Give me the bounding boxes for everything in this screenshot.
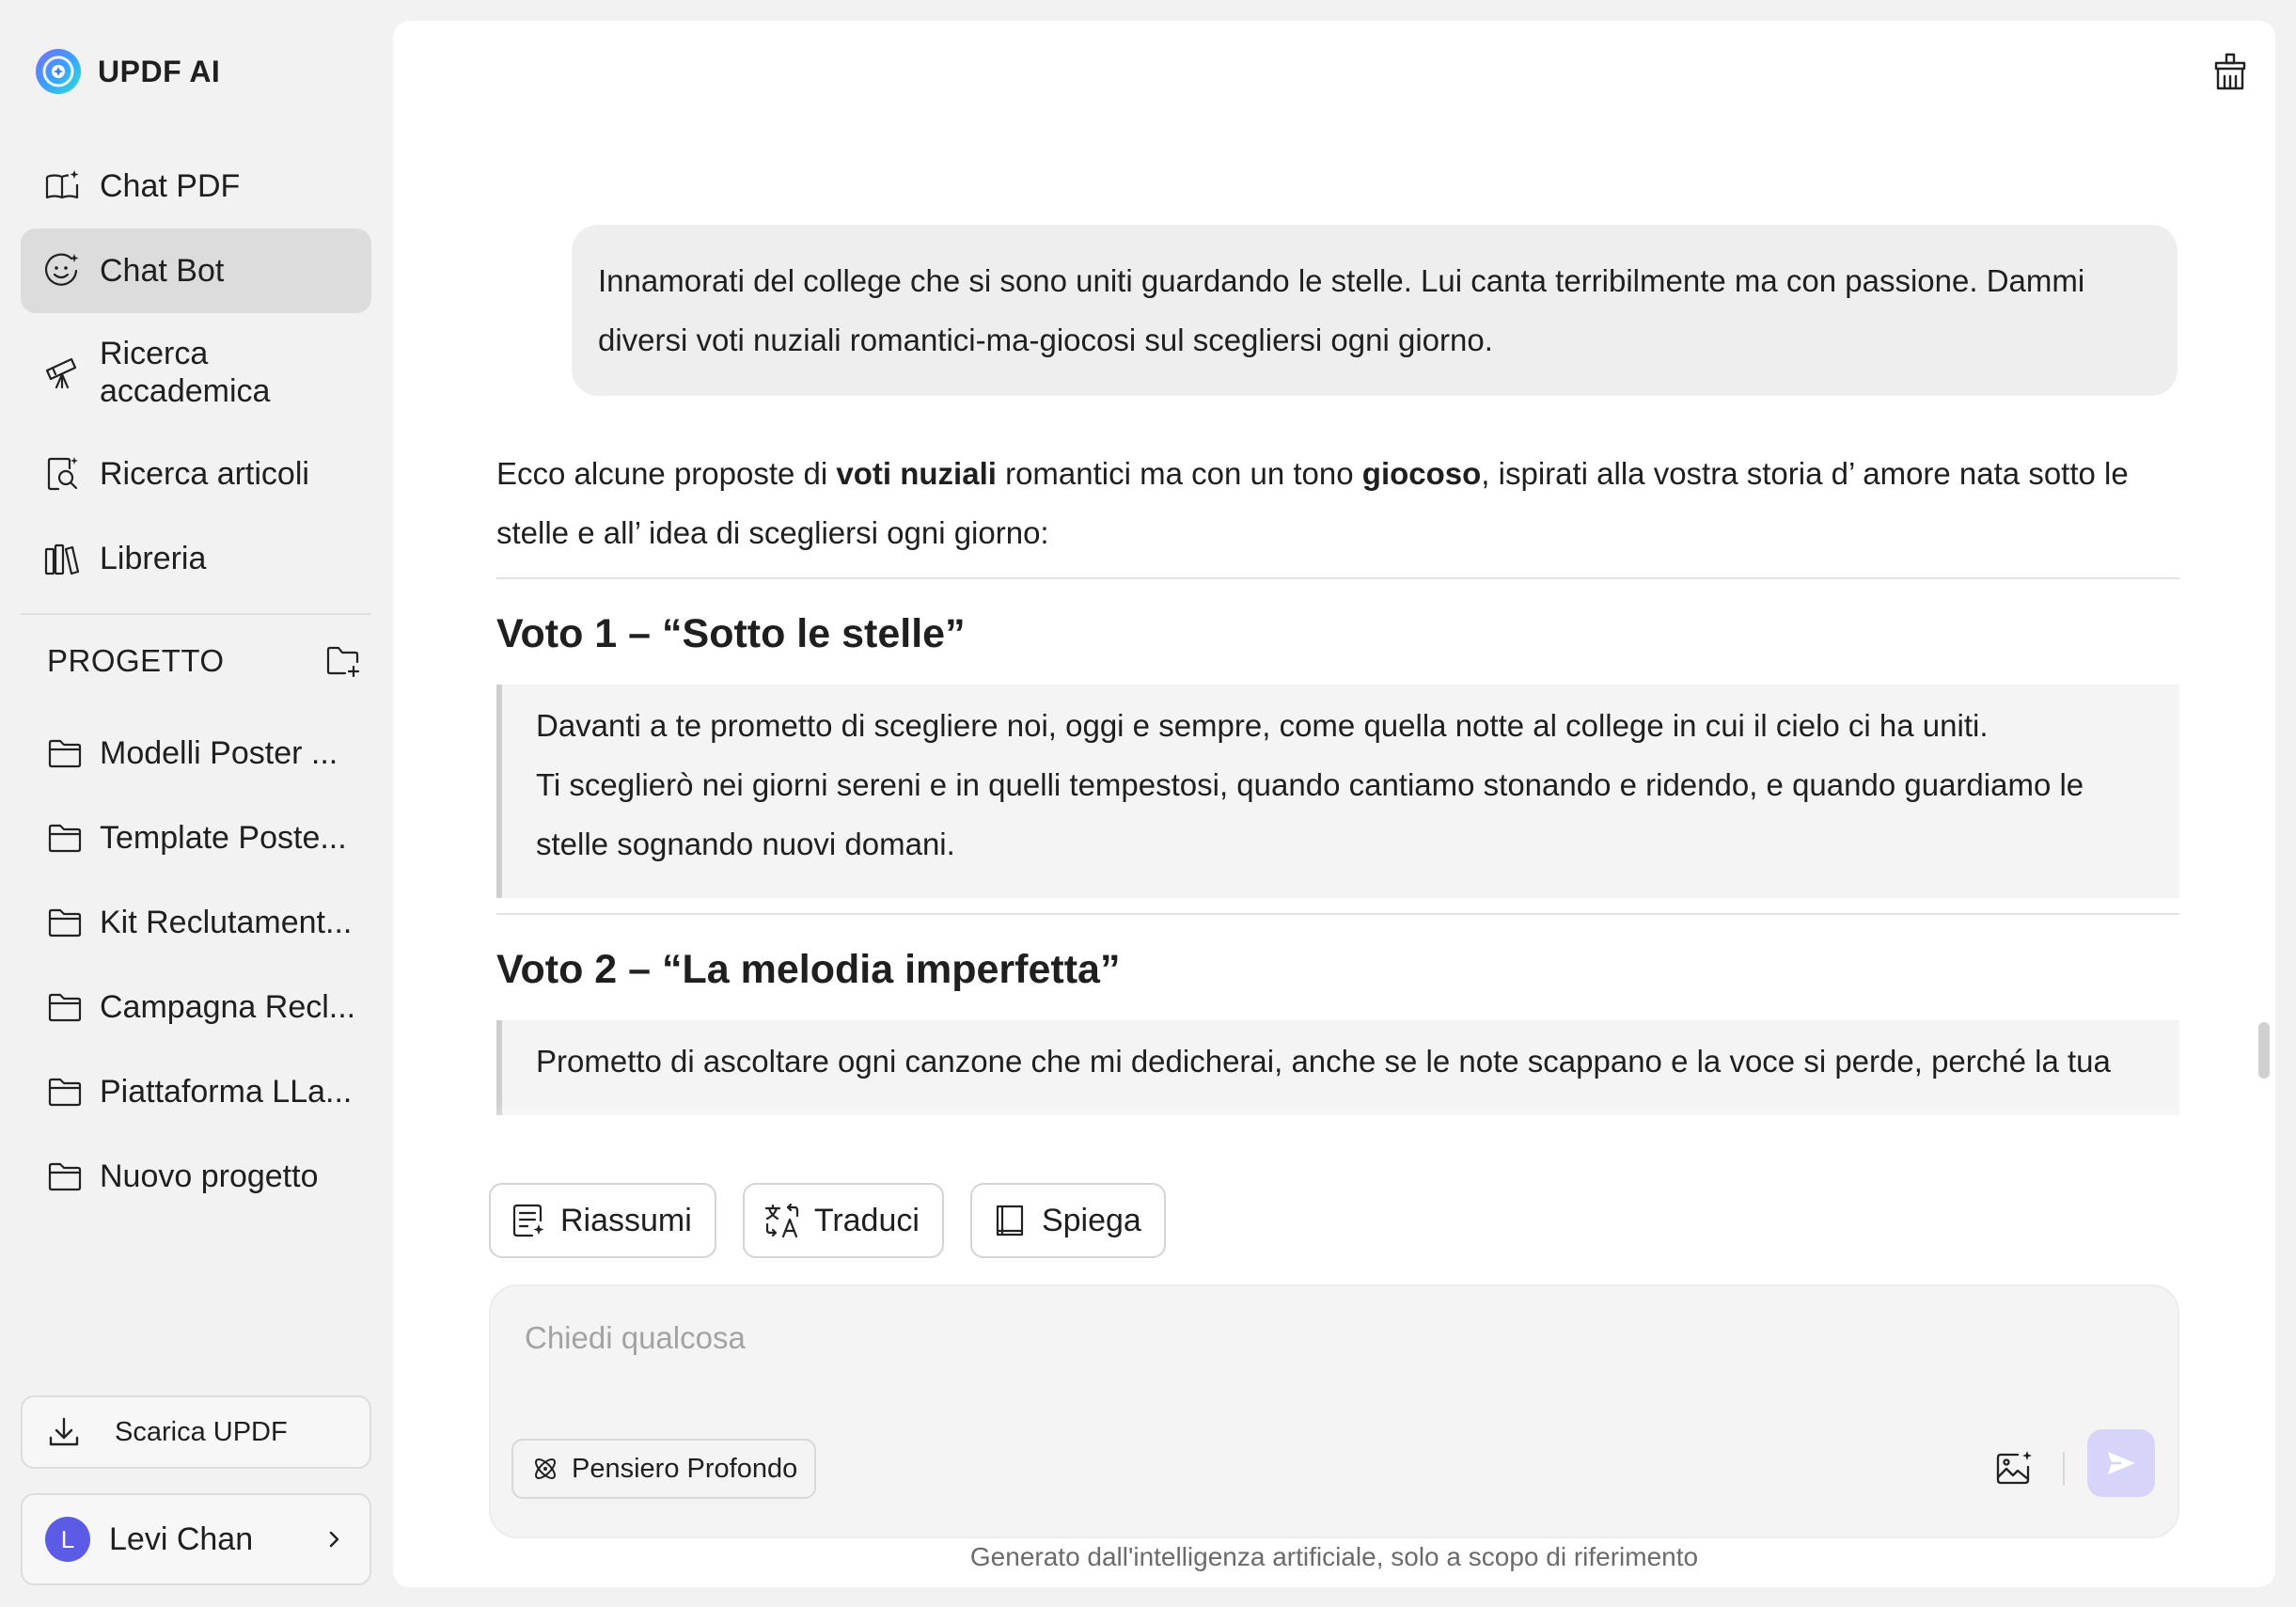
user-account-button[interactable] (21, 1493, 371, 1585)
user-message-bubble: Innamorati del college che si sono uniti guardando le stelle. Lui canta terribilmente ma con passione. Dammi diversi voti nuziali romantici-ma-giocosi sul scegliersi ogni giorno. (572, 225, 2178, 396)
nav-item-libreria[interactable] (21, 516, 371, 601)
project-item[interactable] (21, 711, 371, 796)
project-name: Campagna Recl... (100, 988, 356, 1025)
project-section-title: PROGETTO (47, 643, 225, 678)
assistant-answer (496, 444, 2179, 1115)
book-sparkle-icon (43, 167, 81, 205)
vow-quote (496, 1020, 2179, 1115)
folder-icon (47, 905, 83, 940)
project-name: Nuovo progetto (100, 1158, 319, 1194)
nav-item-ricerca-accademica[interactable] (21, 313, 371, 432)
summarize-icon (510, 1202, 547, 1239)
vow-title: Voto 2 – “La melodia imperfetta” (496, 947, 1121, 992)
deep-think-toggle[interactable] (511, 1439, 816, 1499)
image-upload-icon[interactable] (1993, 1448, 2035, 1489)
chat-panel (393, 21, 2275, 1587)
explain-book-icon (991, 1202, 1029, 1239)
send-button[interactable] (2087, 1429, 2155, 1497)
nav-label: Chat Bot (100, 253, 225, 289)
vow-line: Ti sceglierò nei giorni sereni e in quelli tempestosi, quando cantiamo stonando e ridendo, e quando guardiamo le stelle sognando nuovi domani. (536, 767, 2084, 861)
main-nav (21, 144, 371, 601)
folder-icon (47, 820, 83, 856)
telescope-icon (43, 354, 81, 391)
nav-label: Ricerca articoli (100, 456, 309, 492)
atom-icon (530, 1454, 560, 1484)
project-item[interactable] (21, 1049, 371, 1134)
app-name: UPDF AI (98, 54, 221, 88)
composer (489, 1284, 2179, 1538)
download-updf-button[interactable] (21, 1395, 371, 1469)
bot-face-icon (43, 252, 81, 290)
nav-label: Libreria (100, 541, 207, 576)
project-item[interactable] (21, 796, 371, 880)
avatar: L (45, 1517, 90, 1562)
project-section-header (47, 642, 362, 680)
intro-bold: voti nuziali (836, 456, 997, 491)
answer-divider (496, 577, 2179, 579)
composer-separator (2063, 1452, 2065, 1486)
intro-text: romantici ma con un tono (996, 456, 1362, 491)
vow-quote (496, 685, 2179, 898)
project-name: Piattaforma LLa... (100, 1073, 353, 1110)
folder-icon (47, 735, 83, 771)
summarize-button[interactable] (489, 1183, 716, 1258)
project-item[interactable] (21, 880, 371, 965)
quick-actions (489, 1183, 1166, 1258)
vow-title: Voto 1 – “Sotto le stelle” (496, 611, 966, 656)
translate-label: Traduci (813, 1202, 920, 1238)
translate-button[interactable] (743, 1183, 944, 1258)
folder-icon (47, 1074, 83, 1110)
project-name: Template Poste... (100, 819, 347, 856)
vow-line: Davanti a te prometto di scegliere noi, oggi e sempre, come quella notte al college in cui il cielo ci ha uniti. (536, 708, 1989, 743)
nav-label: Ricerca accademica (100, 336, 271, 409)
vow-line: Prometto di ascoltare ogni canzone che mi dedicherai, anche se le note scappano e la voce si perde, perché la tua (536, 1044, 2111, 1079)
intro-text: Ecco alcune proposte di (496, 456, 837, 491)
conversation (393, 21, 2275, 1149)
project-item[interactable] (21, 965, 371, 1049)
folder-plus-icon[interactable] (324, 642, 362, 680)
sidebar-divider (21, 613, 371, 615)
intro-text: , ispirati alla vostra storia d’ amore nata sotto le stelle e all’ idea di scegliersi ogni giorno: (496, 456, 2129, 550)
folder-icon (47, 989, 83, 1025)
updf-logo-icon (34, 47, 83, 96)
download-icon (47, 1415, 81, 1449)
nav-item-chat-bot[interactable] (21, 228, 371, 313)
answer-intro (496, 444, 2179, 562)
summarize-label: Riassumi (560, 1202, 692, 1238)
chat-input[interactable] (523, 1309, 2031, 1367)
project-item[interactable] (21, 1134, 371, 1219)
scroll-fade (393, 1102, 2275, 1149)
sidebar (0, 0, 393, 1607)
chevron-right-icon (322, 1528, 345, 1551)
user-name: Levi Chan (109, 1520, 254, 1557)
brand[interactable] (34, 47, 220, 96)
download-label: Scarica UPDF (115, 1416, 288, 1447)
intro-bold: giocoso (1361, 456, 1482, 491)
library-icon (43, 540, 81, 577)
ai-disclaimer: Generato dall'intelligenza artificiale, solo a scopo di riferimento (969, 1542, 1699, 1571)
project-name: Kit Reclutament... (100, 904, 353, 940)
scrollbar-thumb[interactable] (2258, 1022, 2270, 1079)
translate-icon (763, 1202, 801, 1239)
project-list (21, 711, 371, 1219)
project-name: Modelli Poster ... (100, 734, 338, 771)
nav-label: Chat PDF (100, 168, 241, 204)
explain-label: Spiega (1041, 1202, 1141, 1238)
doc-search-icon (43, 455, 81, 493)
nav-item-ricerca-articoli[interactable] (21, 432, 371, 516)
answer-divider (496, 913, 2179, 915)
explain-button[interactable] (970, 1183, 1166, 1258)
folder-icon (47, 1158, 83, 1194)
deep-think-label: Pensiero Profondo (572, 1453, 798, 1484)
nav-item-chat-pdf[interactable] (21, 144, 371, 228)
send-icon (2104, 1446, 2138, 1480)
